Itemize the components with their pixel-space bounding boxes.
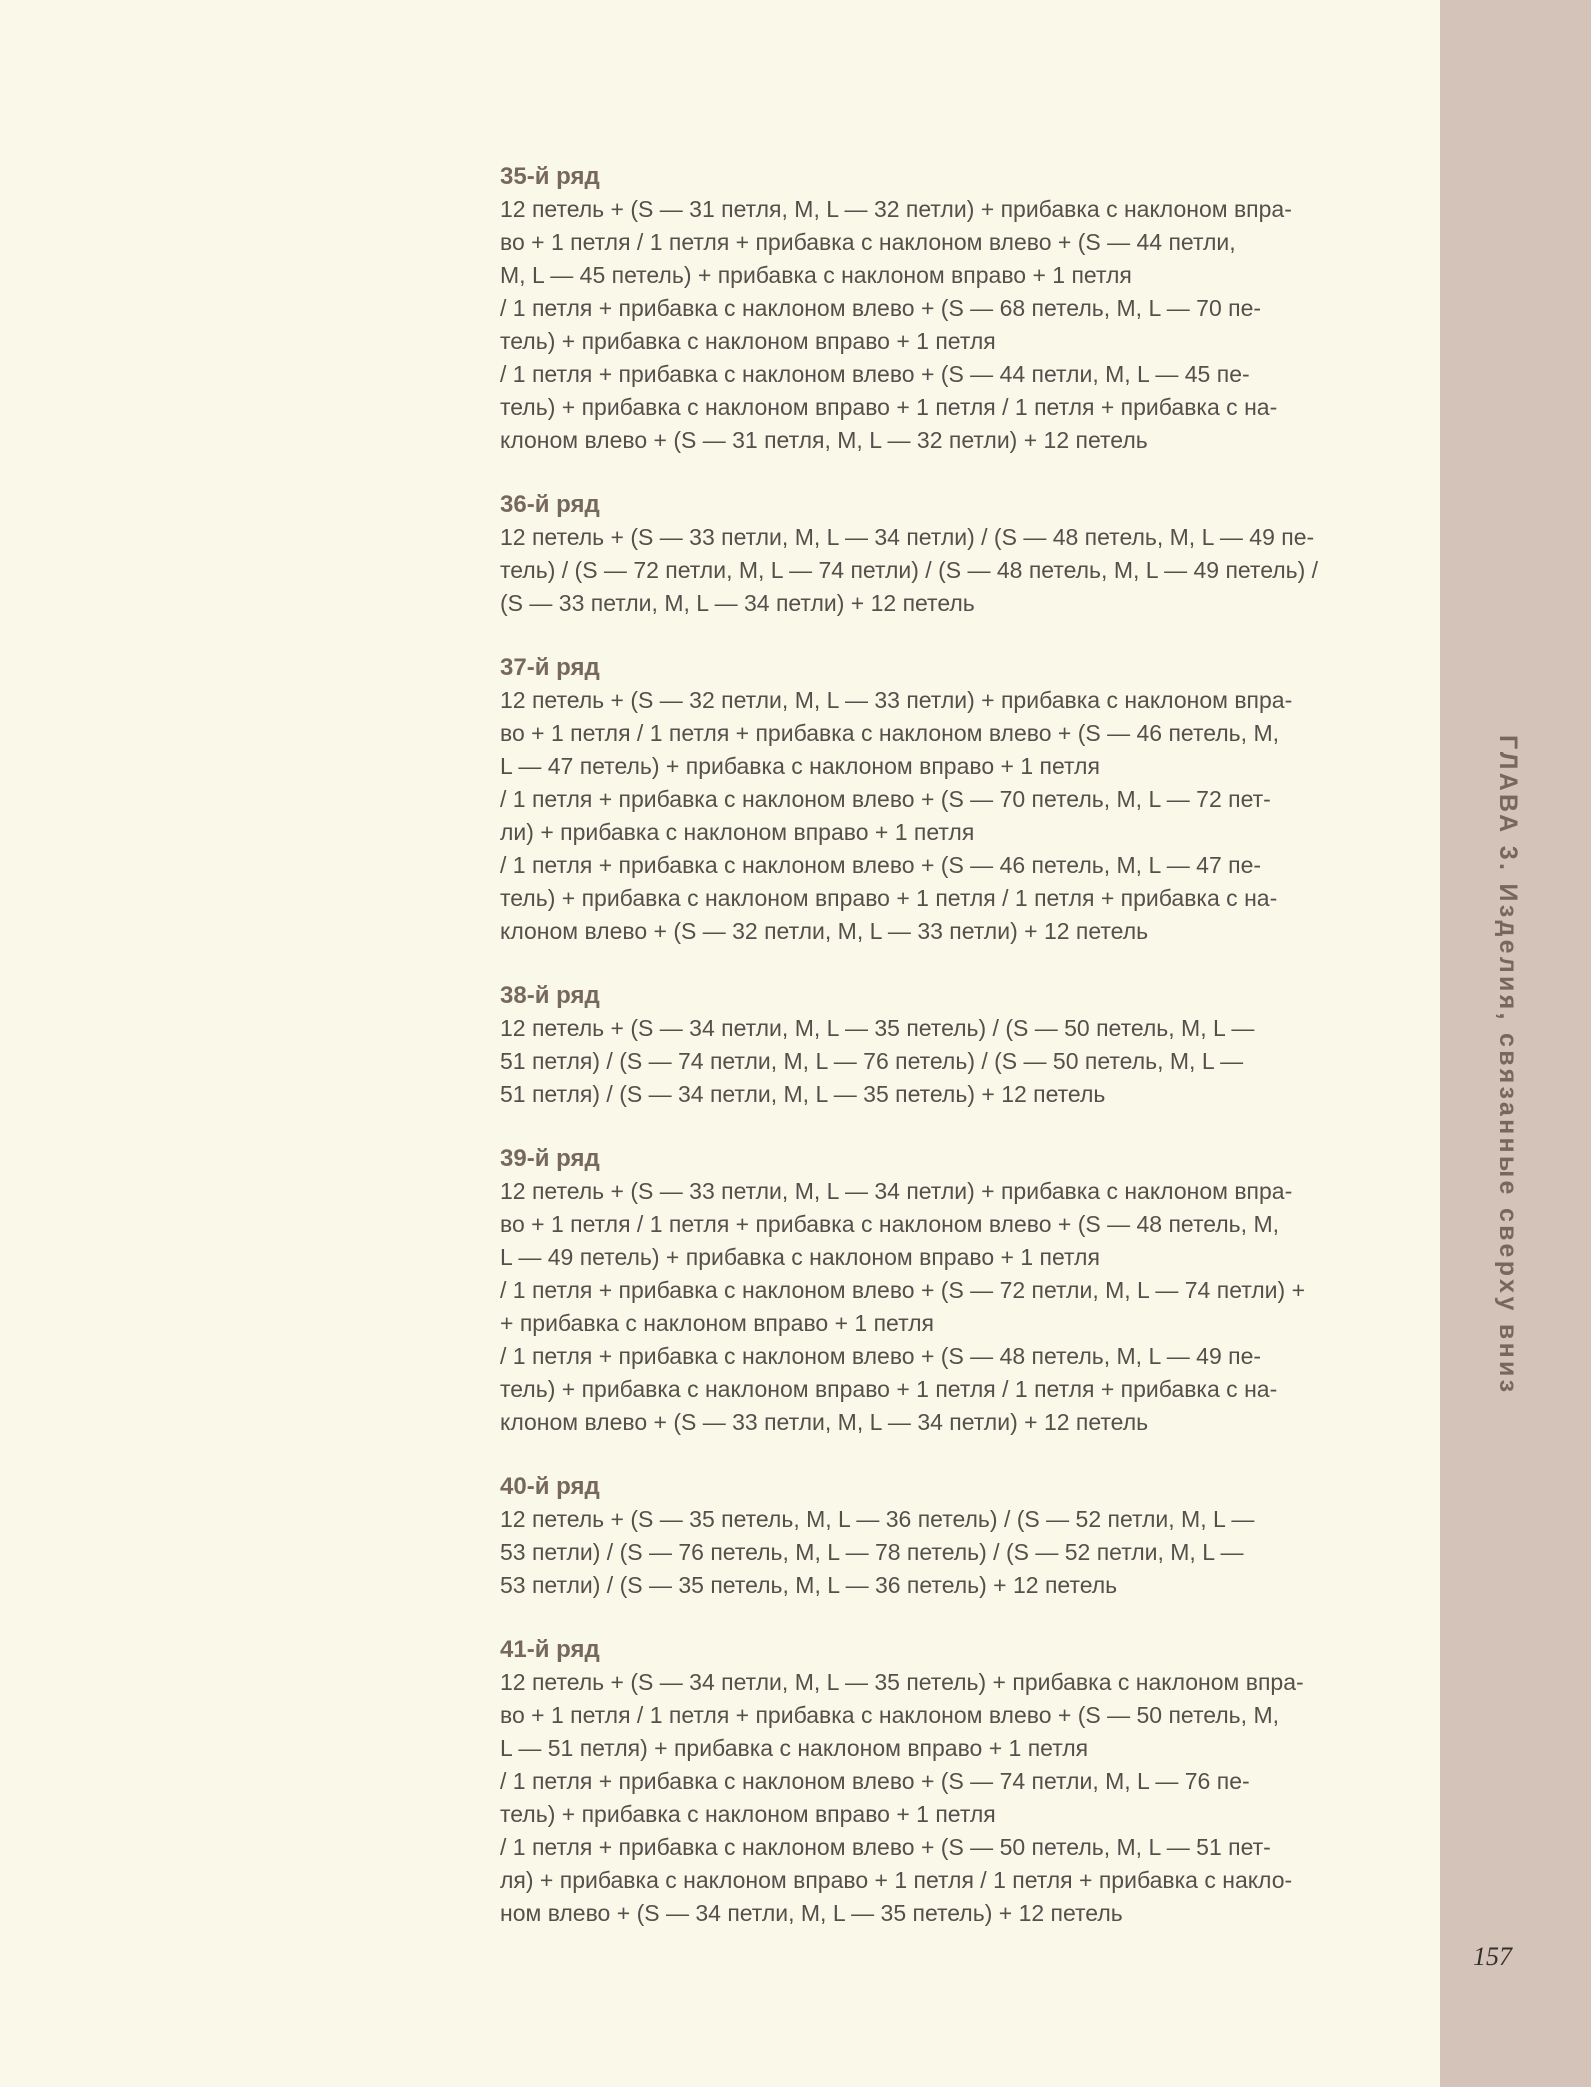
row-section: [500, 651, 1400, 948]
row-section: [500, 1633, 1400, 1930]
instruction-line: / 1 петля + прибавка с наклоном влево + (S — 48 петель, M, L — 49 пе-: [500, 1343, 1262, 1369]
instruction-line: тель) + прибавка с наклоном вправо + 1 петля: [500, 1801, 996, 1827]
instruction-line: 53 петли) / (S — 35 петель, M, L — 36 петель) + 12 петель: [500, 1572, 1118, 1598]
row-section: [500, 160, 1400, 457]
instruction-line: L — 49 петель) + прибавка с наклоном вправо + 1 петля: [500, 1244, 1100, 1270]
row-heading: 38-й ряд: [500, 982, 600, 1009]
instruction-line: L — 51 петля) + прибавка с наклоном вправо + 1 петля: [500, 1735, 1089, 1761]
instruction-line: тель) + прибавка с наклоном вправо + 1 петля: [500, 328, 996, 354]
instruction-line: 12 петель + (S — 33 петли, M, L — 34 петли) + прибавка с наклоном впра-: [500, 1178, 1293, 1204]
instruction-line: 12 петель + (S — 34 петли, M, L — 35 петель) / (S — 50 петель, M, L —: [500, 1015, 1255, 1041]
page-number: 157: [1473, 1942, 1512, 1971]
instruction-line: ном влево + (S — 34 петли, M, L — 35 петель) + 12 петель: [500, 1900, 1123, 1926]
instruction-line: / 1 петля + прибавка с наклоном влево + (S — 68 петель, M, L — 70 пе-: [500, 295, 1262, 321]
instruction-line: тель) + прибавка с наклоном вправо + 1 петля / 1 петля + прибавка с на-: [500, 394, 1278, 420]
instruction-line: во + 1 петля / 1 петля + прибавка с наклоном влево + (S — 46 петель, M,: [500, 720, 1279, 746]
row-section: [500, 1470, 1400, 1602]
instruction-line: тель) + прибавка с наклоном вправо + 1 петля / 1 петля + прибавка с на-: [500, 1376, 1278, 1402]
instruction-line: во + 1 петля / 1 петля + прибавка с наклоном влево + (S — 50 петель, M,: [500, 1702, 1279, 1728]
instruction-line: ля) + прибавка с наклоном вправо + 1 петля / 1 петля + прибавка с накло-: [500, 1867, 1293, 1893]
row-section: [500, 979, 1400, 1111]
instruction-line: клоном влево + (S — 31 петля, M, L — 32 петли) + 12 петель: [500, 427, 1148, 453]
instruction-line: / 1 петля + прибавка с наклоном влево + (S — 72 петли, M, L — 74 петли) +: [500, 1277, 1305, 1303]
row-section: [500, 488, 1400, 620]
instruction-line: + прибавка с наклоном вправо + 1 петля: [500, 1310, 934, 1336]
instruction-line: клоном влево + (S — 33 петли, M, L — 34 петли) + 12 петель: [500, 1409, 1149, 1435]
row-heading: 36-й ряд: [500, 491, 600, 518]
instruction-line: 12 петель + (S — 34 петли, M, L — 35 петель) + прибавка с наклоном впра-: [500, 1669, 1304, 1695]
instruction-line: / 1 петля + прибавка с наклоном влево + (S — 74 петли, M, L — 76 пе-: [500, 1768, 1250, 1794]
instruction-line: / 1 петля + прибавка с наклоном влево + (S — 70 петель, M, L — 72 пет-: [500, 786, 1271, 812]
instruction-line: (S — 33 петли, M, L — 34 петли) + 12 петель: [500, 590, 975, 616]
instruction-line: 12 петель + (S — 33 петли, M, L — 34 петли) / (S — 48 петель, M, L — 49 пе-: [500, 524, 1315, 550]
row-heading: 39-й ряд: [500, 1145, 600, 1172]
chapter-title: ГЛАВА 3. Изделия, связанные сверху вниз: [1494, 735, 1522, 1396]
row-heading: 37-й ряд: [500, 654, 600, 681]
instruction-line: L — 47 петель) + прибавка с наклоном вправо + 1 петля: [500, 753, 1100, 779]
instruction-line: тель) + прибавка с наклоном вправо + 1 петля / 1 петля + прибавка с на-: [500, 885, 1278, 911]
instruction-line: клоном влево + (S — 32 петли, M, L — 33 петли) + 12 петель: [500, 918, 1149, 944]
instruction-line: 12 петель + (S — 35 петель, M, L — 36 петель) / (S — 52 петли, M, L —: [500, 1506, 1255, 1532]
row-section: [500, 1142, 1400, 1439]
instruction-line: во + 1 петля / 1 петля + прибавка с наклоном влево + (S — 44 петли,: [500, 229, 1236, 255]
instruction-line: во + 1 петля / 1 петля + прибавка с наклоном влево + (S — 48 петель, M,: [500, 1211, 1279, 1237]
instruction-line: ли) + прибавка с наклоном вправо + 1 петля: [500, 819, 975, 845]
instruction-line: 12 петель + (S — 31 петля, M, L — 32 петли) + прибавка с наклоном впра-: [500, 196, 1292, 222]
row-heading: 40-й ряд: [500, 1473, 600, 1500]
instruction-line: / 1 петля + прибавка с наклоном влево + (S — 46 петель, M, L — 47 пе-: [500, 852, 1262, 878]
instruction-line: 12 петель + (S — 32 петли, M, L — 33 петли) + прибавка с наклоном впра-: [500, 687, 1293, 713]
instruction-line: M, L — 45 петель) + прибавка с наклоном вправо + 1 петля: [500, 262, 1132, 288]
instruction-line: / 1 петля + прибавка с наклоном влево + (S — 44 петли, M, L — 45 пе-: [500, 361, 1250, 387]
row-heading: 41-й ряд: [500, 1636, 600, 1663]
instruction-line: 51 петля) / (S — 74 петли, M, L — 76 петель) / (S — 50 петель, M, L —: [500, 1048, 1244, 1074]
instruction-line: 51 петля) / (S — 34 петли, M, L — 35 петель) + 12 петель: [500, 1081, 1106, 1107]
row-heading: 35-й ряд: [500, 163, 600, 190]
instruction-line: тель) / (S — 72 петли, M, L — 74 петли) / (S — 48 петель, M, L — 49 петель) /: [500, 557, 1319, 583]
instruction-line: 53 петли) / (S — 76 петель, M, L — 78 петель) / (S — 52 петли, M, L —: [500, 1539, 1244, 1565]
pattern-content: [500, 160, 1400, 1961]
instruction-line: / 1 петля + прибавка с наклоном влево + (S — 50 петель, M, L — 51 пет-: [500, 1834, 1271, 1860]
